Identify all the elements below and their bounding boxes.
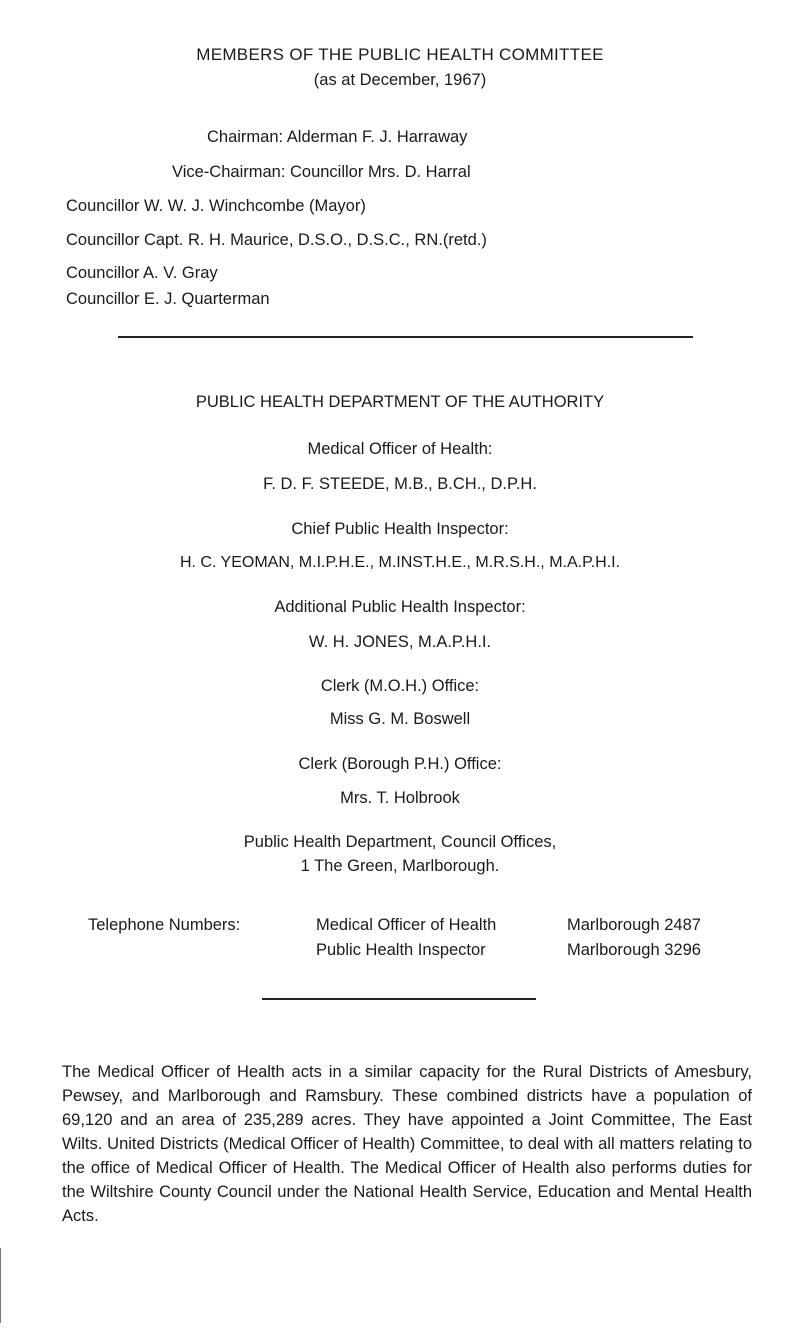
committee-member: Councillor Capt. R. H. Maurice, D.S.O., D.S.C., RN.(retd.) — [66, 231, 487, 249]
cphi-role: Chief Public Health Inspector: — [291, 520, 509, 538]
committee-member: Councillor E. J. Quarterman — [66, 290, 270, 308]
clerk-moh-role: Clerk (M.O.H.) Office: — [320, 677, 480, 695]
aphi-role: Additional Public Health Inspector: — [274, 598, 526, 616]
committee-title: MEMBERS OF THE PUBLIC HEALTH COMMITTEE — [196, 45, 604, 64]
section-divider — [118, 336, 693, 338]
telephone-office: Medical Officer of Health — [316, 916, 497, 934]
aphi-name: W. H. JONES, M.A.P.H.I. — [308, 633, 492, 651]
cphi-name: H. C. YEOMAN, M.I.P.H.E., M.INST.H.E., M.R.S.H., M.A.P.H.I. — [179, 554, 621, 571]
telephone-number: Marlborough 3296 — [567, 941, 701, 959]
address-line-2: 1 The Green, Marlborough. — [300, 857, 500, 875]
address-line-1: Public Health Department, Council Offices, — [243, 833, 557, 851]
committee-date: (as at December, 1967) — [313, 71, 487, 89]
scan-margin-line — [0, 1248, 1, 1323]
committee-member: Councillor W. W. J. Winchcombe (Mayor) — [66, 197, 366, 215]
vice-chairman: Vice-Chairman: Councillor Mrs. D. Harral — [172, 163, 471, 181]
section-divider — [262, 998, 536, 1000]
telephone-label: Telephone Numbers: — [88, 916, 241, 934]
clerk-borough-name: Mrs. T. Holbrook — [340, 789, 460, 807]
mooh-role: Medical Officer of Health: — [307, 440, 493, 458]
telephone-office: Public Health Inspector — [316, 941, 486, 959]
mooh-name: F. D. F. STEEDE, M.B., B.CH., D.P.H. — [263, 475, 537, 493]
clerk-moh-name: Miss G. M. Boswell — [329, 710, 471, 728]
department-title: PUBLIC HEALTH DEPARTMENT OF THE AUTHORITY — [195, 393, 605, 411]
telephone-number: Marlborough 2487 — [567, 916, 701, 934]
committee-member: Councillor A. V. Gray — [66, 264, 218, 282]
chairman: Chairman: Alderman F. J. Harraway — [207, 128, 468, 146]
body-paragraph: The Medical Officer of Health acts in a similar capacity for the Rural Districts of Amesbury, Pewsey, and Marlborough and Ramsbury. These combined districts have a population of 69,120 and an area of 235,289 acres. They have appointed a Joint Committee, The East Wilts. United Districts (Medical Officer of Health) Committee, to deal with all matters relating to the office of Medical Officer of Health. The Medical Officer of Health also performs duties for the Wiltshire County Council under the National Health Service, Education and Mental Health Acts. — [62, 1063, 752, 1225]
clerk-borough-role: Clerk (Borough P.H.) Office: — [298, 755, 502, 773]
